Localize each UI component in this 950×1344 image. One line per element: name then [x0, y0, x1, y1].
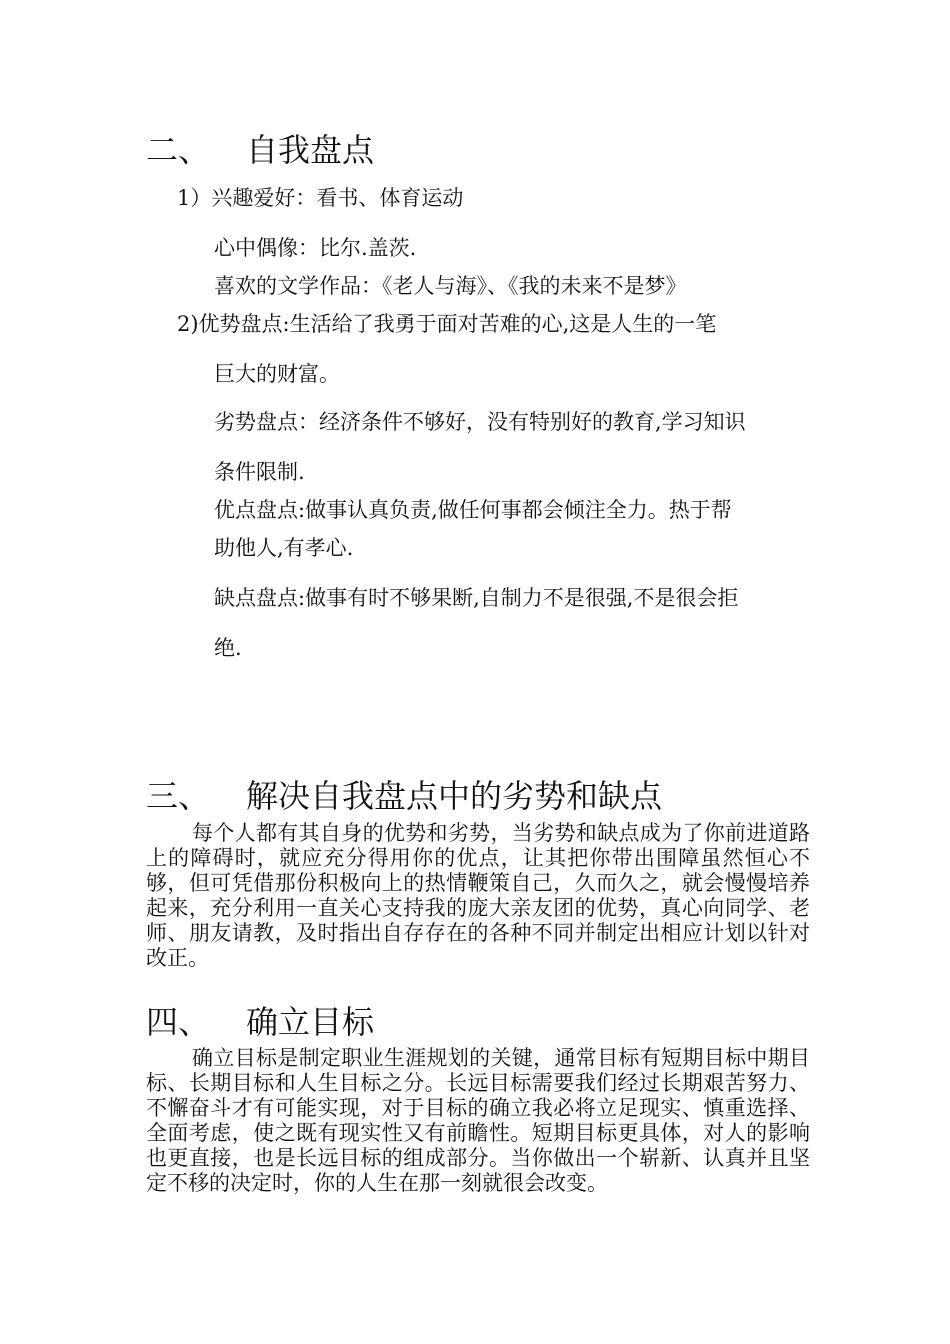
heading-number: 三、	[146, 777, 211, 815]
favorite-books-line: 喜欢的文学作品：《老人与海》、《我的未来不是梦》	[214, 274, 687, 298]
weaknesses-continuation: 条件限制.	[214, 460, 305, 484]
strengths-continuation: 巨大的财富。	[214, 362, 340, 386]
heading-number: 二、	[146, 131, 211, 169]
idol-line: 心中偶像：比尔.盖茨.	[214, 236, 417, 260]
resolve-weaknesses-paragraph: 每个人都有其自身的优势和劣势，当劣势和缺点成为了你前进道路上的障碍时，就应充分得用你的优点，让其把你带出围障虽然恒心不够，但可凭借那份积极向上的热情鞭策自己，久而久之，就会慢慢培养起来，充分利用一直关心支持我的庞大亲友团的优势，真心向同学、老师、朋友请教，及时指出自存存在的各种不同并制定出相应计划以针对改正。	[146, 821, 810, 970]
weaknesses-line: 劣势盘点：经济条件不够好，没有特别好的教育,学习知识	[214, 410, 746, 434]
merits-line: 优点盘点:做事认真负责,做任何事都会倾注全力。热于帮	[214, 498, 732, 522]
heading-number: 四、	[146, 1003, 211, 1041]
shortcomings-continuation: 绝.	[214, 636, 242, 660]
heading-text: 自我盘点	[246, 131, 375, 169]
heading-text: 确立目标	[246, 1003, 375, 1041]
set-goals-paragraph: 确立目标是制定职业生涯规划的关键，通常目标有短期目标中期目标、长期目标和人生目标之分。长远目标需要我们经过长期艰苦努力、不懈奋斗才有可能实现，对于目标的确立我必将立足现实、慎重选择、全面考虑，使之既有现实性又有前瞻性。短期目标更具体，对人的影响也更直接，也是长远目标的组成部分。当你做出一个崭新、认真并且坚定不移的决定时，你的人生在那一刻就很会改变。	[146, 1046, 810, 1195]
merits-continuation: 助他人,有孝心.	[214, 536, 354, 560]
section-heading-self-inventory	[146, 131, 375, 169]
shortcomings-line: 缺点盘点:做事有时不够果断,自制力不是很强,不是很会拒	[214, 586, 739, 610]
section-heading-resolve-weaknesses	[146, 777, 663, 815]
strengths-line: 2)优势盘点:生活给了我勇于面对苦难的心,这是人生的一笔	[177, 312, 717, 336]
interests-line: 1）兴趣爱好：看书、体育运动	[177, 186, 464, 210]
heading-text: 解决自我盘点中的劣势和缺点	[246, 777, 663, 815]
section-heading-set-goals	[146, 1003, 375, 1041]
